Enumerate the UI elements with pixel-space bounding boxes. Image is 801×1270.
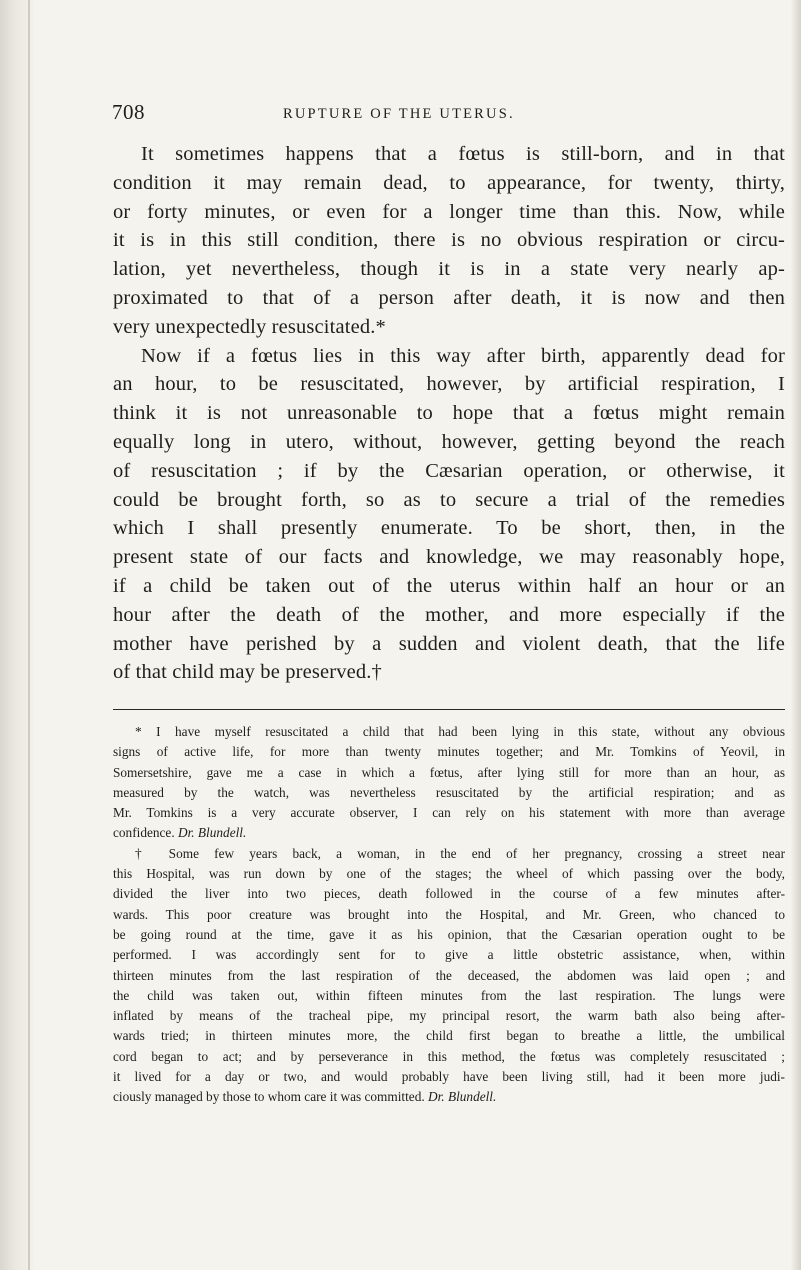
body-line: equally long in utero, without, however, getting beyond the reach	[113, 430, 785, 453]
body-line: think it is not unreasonable to hope that a fœtus might remain	[113, 402, 785, 425]
body-line: hour after the death of the mother, and more especially if the	[113, 603, 785, 626]
body-line: mother have perished by a sudden and violent death, that the life	[113, 632, 785, 655]
running-head: RUPTURE OF THE UTERUS.	[283, 106, 515, 122]
footnote-signature: Dr. Blundell.	[428, 1089, 497, 1105]
footnote-line: ciously managed by those to whom care it was committed.	[113, 1089, 425, 1105]
page-number: 708	[112, 100, 145, 124]
footnote-line-signed	[113, 823, 785, 843]
footnote-line: thirteen minutes from the last respiration of the deceased, the abdomen was laid open ; and	[113, 967, 785, 983]
body-line: it is in this still condition, there is no obvious respiration or circu-	[113, 229, 785, 252]
body-line: if a child be taken out of the uterus within half an hour or an	[113, 574, 785, 597]
footnote-signature: Dr. Blundell.	[177, 825, 247, 841]
footnote-line: * I have myself resuscitated a child that had been lying in this state, without any obvious	[135, 724, 785, 739]
body-line: condition it may remain dead, to appearance, for twenty, thirty,	[113, 171, 785, 194]
body-line: of resuscitation ; if by the Cæsarian operation, or otherwise, it	[113, 459, 785, 482]
body-line: proximated to that of a person after death, it is now and then	[113, 286, 785, 309]
page-edge	[791, 0, 801, 1270]
body-line: of that child may be preserved.†	[113, 661, 382, 684]
footnote-line: divided the liver into two pieces, death followed in the course of a few minutes after-	[113, 886, 785, 902]
footnote-line: wards tried; in thirteen minutes more, the child first began to breathe a little, the umbilical	[113, 1028, 785, 1044]
footnote-line: it lived for a day or two, and would probably have been living still, had it been more judi-	[113, 1069, 785, 1085]
footnote-divider	[113, 709, 785, 710]
body-line: present state of our facts and knowledge, we may reasonably hope,	[113, 546, 785, 569]
body-line: or forty minutes, or even for a longer time than this. Now, while	[113, 200, 785, 223]
footnote-line: † Some few years back, a woman, in the end of her pregnancy, crossing a street near	[135, 845, 785, 861]
body-line: which I shall presently enumerate. To be short, then, in the	[113, 517, 785, 540]
footnote-line: Somersetshire, gave me a case in which a fœtus, after lying still for more than an hour, as	[113, 764, 785, 780]
footnote-line: wards. This poor creature was brought into the Hospital, and Mr. Green, who chanced to	[113, 906, 785, 922]
gutter-shadow-line	[28, 0, 30, 1270]
footnote-line: this Hospital, was run down by one of the stages; the wheel of which passing over the body,	[113, 866, 785, 882]
body-line: an hour, to be resuscitated, however, by artificial respiration, I	[113, 373, 785, 396]
body-line: could be brought forth, so as to secure a trial of the remedies	[113, 488, 785, 511]
footnote-line: inflated by means of the tracheal pipe, my principal resort, the warm bath also being after-	[113, 1008, 785, 1024]
body-line: very unexpectedly resuscitated.*	[113, 315, 386, 338]
body-line: It sometimes happens that a fœtus is still-born, and in that	[141, 143, 785, 165]
body-line: lation, yet nevertheless, though it is in a state very nearly ap-	[113, 258, 785, 281]
main-body-text	[113, 140, 785, 687]
footnote-line: performed. I was accordingly sent for to give a little obstetric assistance, when, within	[113, 947, 785, 963]
footnote-line: confidence.	[113, 825, 175, 841]
footnote-line: signs of active life, for more than twenty minutes together; and Mr. Tomkins of Yeovil, in	[113, 744, 785, 760]
footnote-line: the child was taken out, within fifteen minutes from the last respiration. The lungs were	[113, 987, 785, 1003]
footnote-line-signed	[113, 1087, 785, 1107]
footnote-line: measured by the watch, was nevertheless resuscitated by the artificial respiration; and as	[113, 784, 785, 800]
footnote-line: cord began to act; and by perseverance in this method, the fœtus was completely resuscitated ;	[113, 1048, 785, 1064]
footnote-line: Mr. Tomkins is a very accurate observer, I can rely on his statement with more than average	[113, 805, 785, 821]
footnote-line: be going round at the time, gave it as his opinion, that the Cæsarian operation ought to be	[113, 926, 785, 942]
body-line: Now if a fœtus lies in this way after birth, apparently dead for	[141, 344, 785, 367]
footnotes	[113, 722, 785, 1108]
